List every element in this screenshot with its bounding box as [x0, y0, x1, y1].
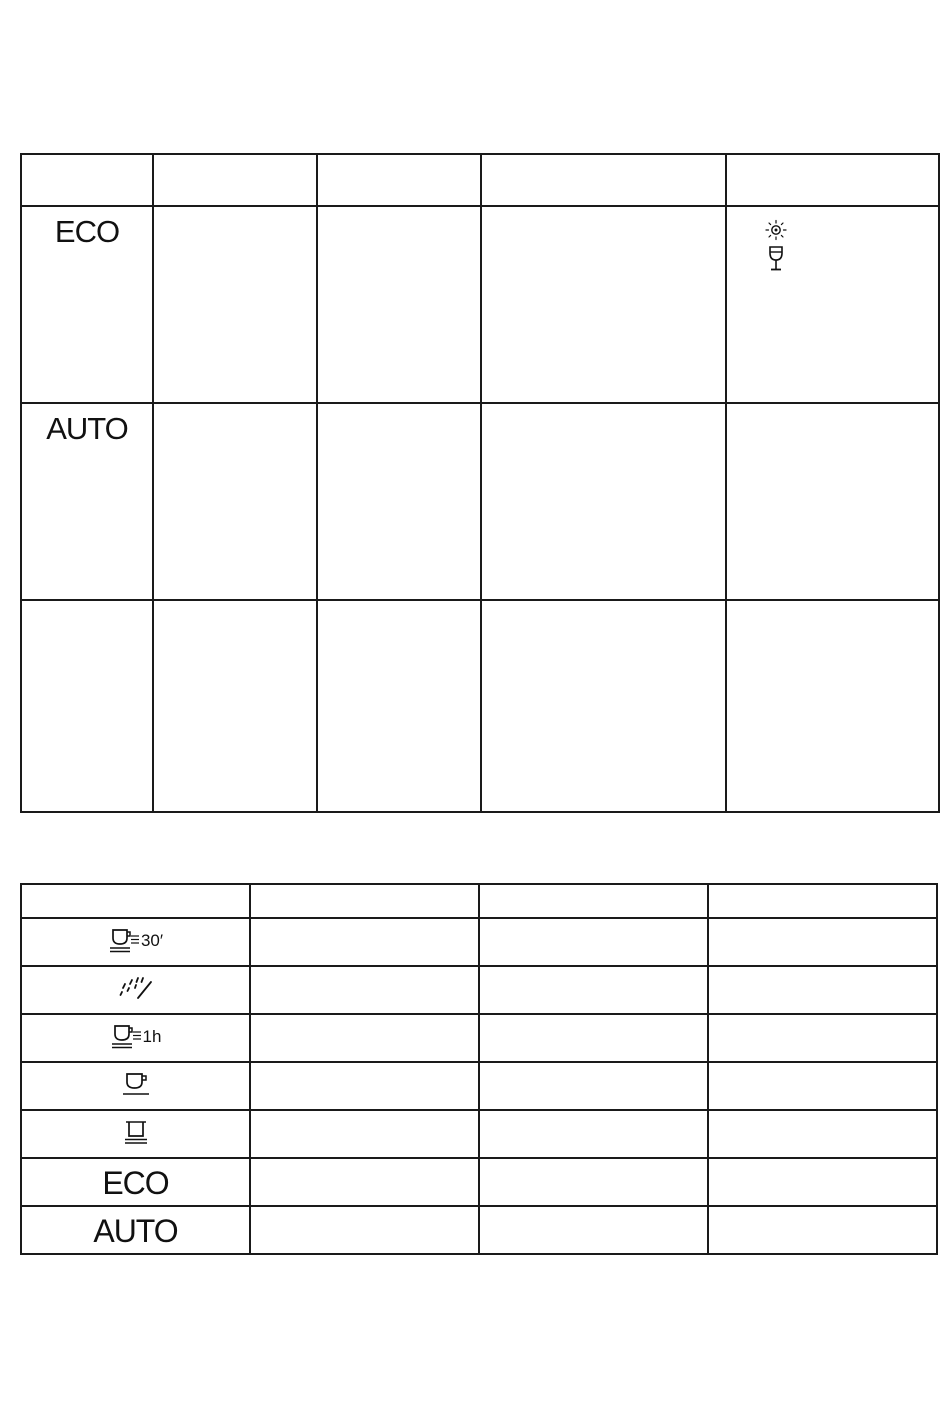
table-cell	[479, 918, 708, 966]
table-cell	[250, 966, 479, 1014]
options-cell	[726, 600, 939, 812]
quick-wash-cup-icon	[108, 926, 140, 954]
options-cell	[726, 206, 939, 403]
table-row	[21, 966, 937, 1014]
brightness-icon	[763, 219, 789, 241]
programs-header-row	[21, 154, 939, 206]
table-cell	[708, 1110, 937, 1158]
table-cell	[250, 1014, 479, 1062]
table-row	[21, 1062, 937, 1110]
header-cell	[21, 154, 153, 206]
options-cell	[726, 403, 939, 600]
program-row-empty	[21, 600, 939, 812]
program-row-eco	[21, 206, 939, 403]
table-cell	[250, 1158, 479, 1206]
table-cell	[481, 206, 726, 403]
table-cell	[708, 1206, 937, 1254]
wine-glass-icon	[763, 245, 789, 275]
table-cell	[317, 403, 481, 600]
table-cell	[479, 1110, 708, 1158]
program-symbol-cell	[21, 1206, 250, 1254]
program-symbol-cell	[21, 1014, 250, 1062]
header-cell	[479, 884, 708, 918]
table-cell	[481, 403, 726, 600]
table-cell	[479, 1062, 708, 1110]
table-cell	[479, 1158, 708, 1206]
header-cell	[708, 884, 937, 918]
table-cell	[153, 206, 317, 403]
header-cell	[153, 154, 317, 206]
table-cell	[250, 918, 479, 966]
program-duration-label: 1h	[142, 1026, 162, 1046]
header-cell	[250, 884, 479, 918]
table-cell	[153, 600, 317, 812]
program-label-cell	[21, 600, 153, 812]
program-duration-label: 30′	[140, 930, 164, 950]
table-row	[21, 1206, 937, 1254]
program-symbol-cell	[21, 966, 250, 1014]
table-cell	[250, 1062, 479, 1110]
pot-icon	[121, 1118, 151, 1146]
program-label-eco: ECO	[54, 214, 120, 249]
program-label-cell	[21, 403, 153, 600]
table-cell	[250, 1110, 479, 1158]
table-row	[21, 1110, 937, 1158]
table-cell	[481, 600, 726, 812]
table-cell	[250, 1206, 479, 1254]
cup-icon	[121, 1070, 151, 1098]
table-cell	[479, 1014, 708, 1062]
program-symbol-cell	[21, 1158, 250, 1206]
quick-wash-cup-icon	[110, 1022, 142, 1050]
program-label-auto: AUTO	[93, 1213, 178, 1249]
program-symbol-cell	[21, 918, 250, 966]
table-cell	[708, 918, 937, 966]
prewash-spray-icon	[116, 974, 156, 1002]
table-row	[21, 918, 937, 966]
table-row	[21, 1014, 937, 1062]
header-cell	[21, 884, 250, 918]
header-cell	[317, 154, 481, 206]
program-label-auto: AUTO	[46, 411, 128, 446]
table-cell	[317, 600, 481, 812]
values-header-row	[21, 884, 937, 918]
header-cell	[481, 154, 726, 206]
program-label-eco: ECO	[102, 1165, 169, 1201]
table-row	[21, 1158, 937, 1206]
program-symbol-cell	[21, 1110, 250, 1158]
program-label-cell	[21, 206, 153, 403]
table-cell	[317, 206, 481, 403]
programs-table	[20, 153, 940, 813]
table-cell	[708, 1062, 937, 1110]
header-cell	[726, 154, 939, 206]
table-cell	[479, 966, 708, 1014]
program-symbol-cell	[21, 1062, 250, 1110]
consumption-values-table	[20, 883, 938, 1255]
table-cell	[708, 1158, 937, 1206]
program-row-auto	[21, 403, 939, 600]
table-cell	[708, 966, 937, 1014]
table-cell	[479, 1206, 708, 1254]
table-cell	[153, 403, 317, 600]
table-cell	[708, 1014, 937, 1062]
